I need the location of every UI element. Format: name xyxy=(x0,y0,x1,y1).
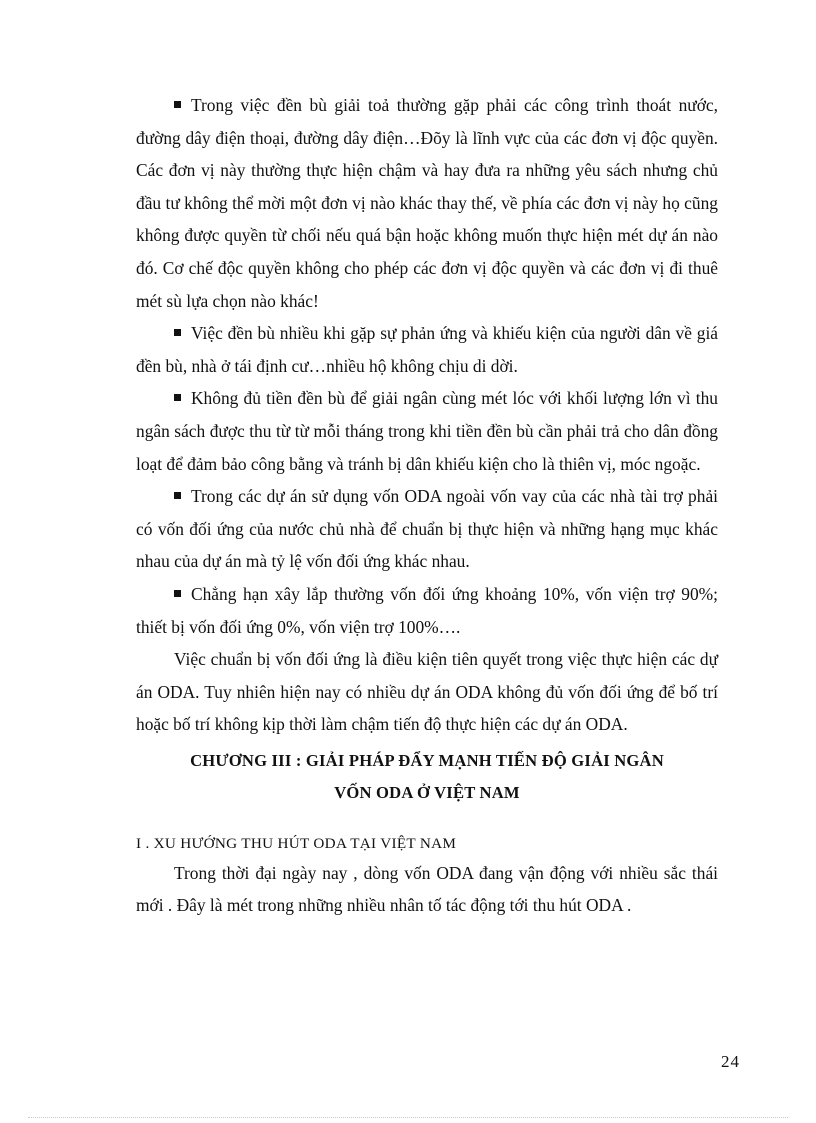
page-content xyxy=(136,89,718,922)
footer-divider xyxy=(28,1117,788,1118)
body-paragraph xyxy=(136,643,718,741)
paragraph-text: Không đủ tiền đền bù để giải ngân cùng mét lóc với khối lượng lớn vì thu ngân sách được thu từ từ mỗi tháng trong khi tiền đền bù cần phải trả cho dân đồng loạt để đảm bảo công bằng và tránh bị dân khiếu kiện cho là thiên vị, móc ngoặc. xyxy=(136,388,718,474)
paragraph-text: Trong việc đền bù giải toả thường gặp phải các công trình thoát nước, đường dây điện thoại, đường dây điện…Đõy là lĩnh vực của các đơn vị độc quyền. Các đơn vị này thường thực hiện chậm và hay đưa ra những yêu sách nhưng chủ đầu tư không thể mời một đơn vị nào khác thay thế, về phía các đơn vị này họ cũng không được quyền từ chối nếu quá bận hoặc không muốn thực hiện mét dự án nào đó. Cơ chế độc quyền không cho phép các đơn vị độc quyền và các đơn vị đi thuê mét sù lựa chọn nào khác! xyxy=(136,95,718,311)
square-bullet-icon xyxy=(174,101,181,108)
chapter-heading-line-1: CHƯƠNG III : GIẢI PHÁP ĐẨY MẠNH TIẾN ĐỘ GIẢI NGÂN xyxy=(190,750,664,770)
chapter-heading xyxy=(136,745,718,809)
square-bullet-icon xyxy=(174,590,181,597)
paragraph-text: Trong các dự án sử dụng vốn ODA ngoài vốn vay của các nhà tài trợ phải có vốn đối ứng của nước chủ nhà để chuẩn bị thực hiện và những hạng mục khác nhau của dự án mà tỷ lệ vốn đối ứng khác nhau. xyxy=(136,486,718,572)
bullet-paragraph xyxy=(136,480,718,578)
bullet-paragraph xyxy=(136,89,718,317)
paragraph-text: Việc chuẩn bị vốn đối ứng là điều kiện tiên quyết trong việc thực hiện các dự án ODA. Tuy nhiên hiện nay có nhiều dự án ODA không đủ vốn đối ứng để bố trí hoặc bố trí không kịp thời làm chậm tiến độ thực hiện các dự án ODA. xyxy=(136,649,718,735)
square-bullet-icon xyxy=(174,492,181,499)
square-bullet-icon xyxy=(174,394,181,401)
section-heading: I . XU HƯỚNG THU HÚT ODA TẠI VIỆT NAM xyxy=(136,834,457,852)
paragraph-text: Chẳng hạn xây lắp thường vốn đối ứng khoảng 10%, vốn viện trợ 90%; thiết bị vốn đối ứng 0%, vốn viện trợ 100%…. xyxy=(136,583,718,637)
bullet-paragraph xyxy=(136,317,718,382)
section-paragraph xyxy=(136,857,718,922)
bullet-paragraph xyxy=(136,382,718,480)
chapter-heading-line-2: VỐN ODA Ở VIỆT NAM xyxy=(334,782,520,802)
paragraph-text: Trong thời đại ngày nay , dòng vốn ODA đang vận động với nhiều sắc thái mới . Đây là mét trong những nhiều nhân tố tác động tới thu hút ODA . xyxy=(136,862,718,916)
bullet-paragraph xyxy=(136,578,718,643)
paragraph-text: Việc đền bù nhiều khi gặp sự phản ứng và khiếu kiện của người dân về giá đền bù, nhà ở tái định cư…nhiều hộ không chịu di dời. xyxy=(136,323,718,376)
square-bullet-icon xyxy=(174,329,181,336)
page-number: 24 xyxy=(721,1052,740,1071)
